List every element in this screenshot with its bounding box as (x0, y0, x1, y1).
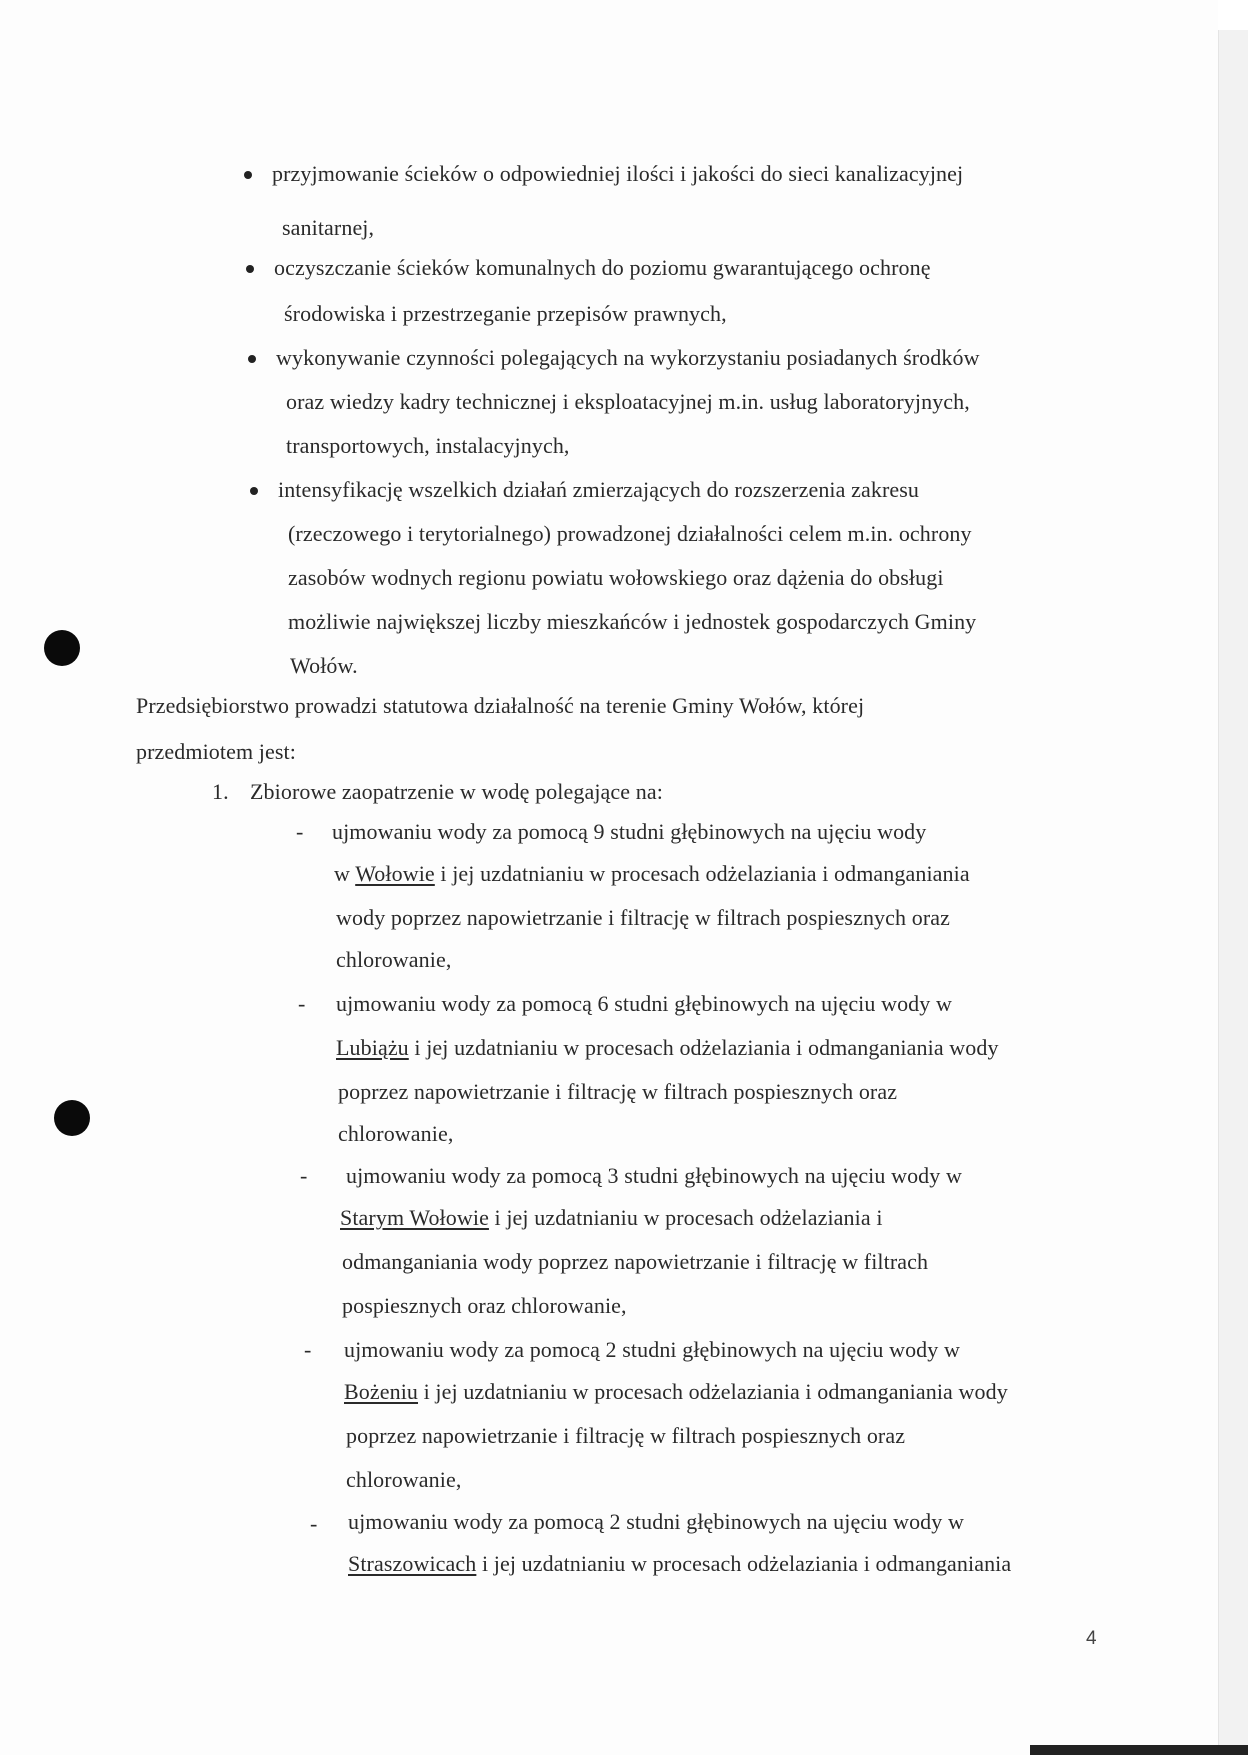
bullet-item: oczyszczanie ścieków komunalnych do poziomu gwarantującego ochronę (274, 255, 931, 280)
dash-item-line (334, 860, 970, 888)
dash-marker: - (300, 1163, 308, 1188)
dash-item-text: i jej uzdatnianiu w procesach odżelaziania i (488, 1205, 883, 1230)
dash-item-line: pospiesznych oraz chlorowanie, (342, 1293, 627, 1318)
dash-item-line (336, 1034, 999, 1062)
numbered-item-text: Zbiorowe zaopatrzenie w wodę polegające na: (250, 779, 663, 804)
dash-item-line: chlorowanie, (336, 947, 452, 972)
place-name: Bożeniu (344, 1379, 419, 1404)
punch-hole (54, 1100, 90, 1136)
dash-marker: - (296, 819, 304, 844)
punch-hole (44, 630, 80, 666)
dash-item-line: chlorowanie, (346, 1467, 462, 1492)
place-name: Starym Wołowie (340, 1205, 489, 1230)
place-name: Lubiążu (336, 1035, 409, 1060)
bullet-item-continuation: możliwie największej liczby mieszkańców i jednostek gospodarczych Gminy (288, 609, 977, 634)
dash-item-line: ujmowaniu wody za pomocą 6 studni głębinowych na ujęciu wody w (336, 991, 952, 1016)
dash-item-line: chlorowanie, (338, 1121, 454, 1146)
bullet-item-continuation: oraz wiedzy kadry technicznej i eksploatacyjnej m.in. usług laboratoryjnych, (286, 389, 970, 414)
dash-item-text: i jej uzdatnianiu w procesach odżelaziania i odmanganiania (434, 861, 970, 886)
dash-item-text: i jej uzdatnianiu w procesach odżelaziania i odmanganiania (476, 1551, 1012, 1576)
bullet-item: intensyfikację wszelkich działań zmierzających do rozszerzenia zakresu (278, 477, 919, 502)
dash-marker: - (310, 1511, 318, 1536)
place-name: Straszowicach (348, 1551, 477, 1576)
dash-item-line (344, 1378, 1008, 1406)
bullet-item-continuation: zasobów wodnych regionu powiatu wołowskiego oraz dążenia do obsługi (288, 565, 944, 590)
bullet-item: przyjmowanie ścieków o odpowiedniej ilości i jakości do sieci kanalizacyjnej (272, 161, 964, 186)
place-prefix: w (334, 861, 356, 886)
bullet-item-continuation: Wołów. (290, 653, 358, 678)
dash-item-line: poprzez napowietrzanie i filtrację w filtrach pospiesznych oraz (338, 1079, 898, 1104)
paragraph-line: przedmiotem jest: (136, 739, 296, 764)
bullet-item-continuation: środowiska i przestrzeganie przepisów prawnych, (284, 301, 727, 326)
dash-item-line (340, 1204, 883, 1232)
page-number: 4 (1086, 1628, 1097, 1649)
dash-marker: - (304, 1337, 312, 1362)
dash-item-line (348, 1550, 1011, 1578)
dash-item-line: odmanganiania wody poprzez napowietrzanie i filtrację w filtrach (342, 1249, 929, 1274)
scan-edge (1218, 30, 1248, 1755)
bullet-item: wykonywanie czynności polegających na wykorzystaniu posiadanych środków (276, 345, 980, 370)
dash-item-line: ujmowaniu wody za pomocą 9 studni głębinowych na ujęciu wody (332, 819, 927, 844)
list-number: 1. (212, 779, 229, 804)
dash-item-line: ujmowaniu wody za pomocą 2 studni głębinowych na ujęciu wody w (348, 1509, 964, 1534)
dash-item-line: poprzez napowietrzanie i filtrację w filtrach pospiesznych oraz (346, 1423, 906, 1448)
paragraph-line: Przedsiębiorstwo prowadzi statutowa działalność na terenie Gminy Wołów, której (136, 693, 865, 718)
place-name: Wołowie (355, 861, 435, 886)
dash-item-line: ujmowaniu wody za pomocą 2 studni głębinowych na ujęciu wody w (344, 1337, 960, 1362)
bullet-item-continuation: sanitarnej, (282, 215, 375, 240)
dash-item-line: wody poprzez napowietrzanie i filtrację w filtrach pospiesznych oraz (336, 905, 950, 930)
dash-item-text: i jej uzdatnianiu w procesach odżelaziania i odmanganiania wody (408, 1035, 999, 1060)
dash-item-line: ujmowaniu wody za pomocą 3 studni głębinowych na ujęciu wody w (346, 1163, 962, 1188)
bullet-item-continuation: (rzeczowego i terytorialnego) prowadzonej działalności celem m.in. ochrony (288, 521, 972, 546)
bullet-item-continuation: transportowych, instalacyjnych, (286, 433, 570, 458)
dash-item-text: i jej uzdatnianiu w procesach odżelaziania i odmanganiania wody (418, 1379, 1008, 1404)
scan-edge (1030, 1745, 1248, 1755)
dash-marker: - (298, 991, 306, 1016)
